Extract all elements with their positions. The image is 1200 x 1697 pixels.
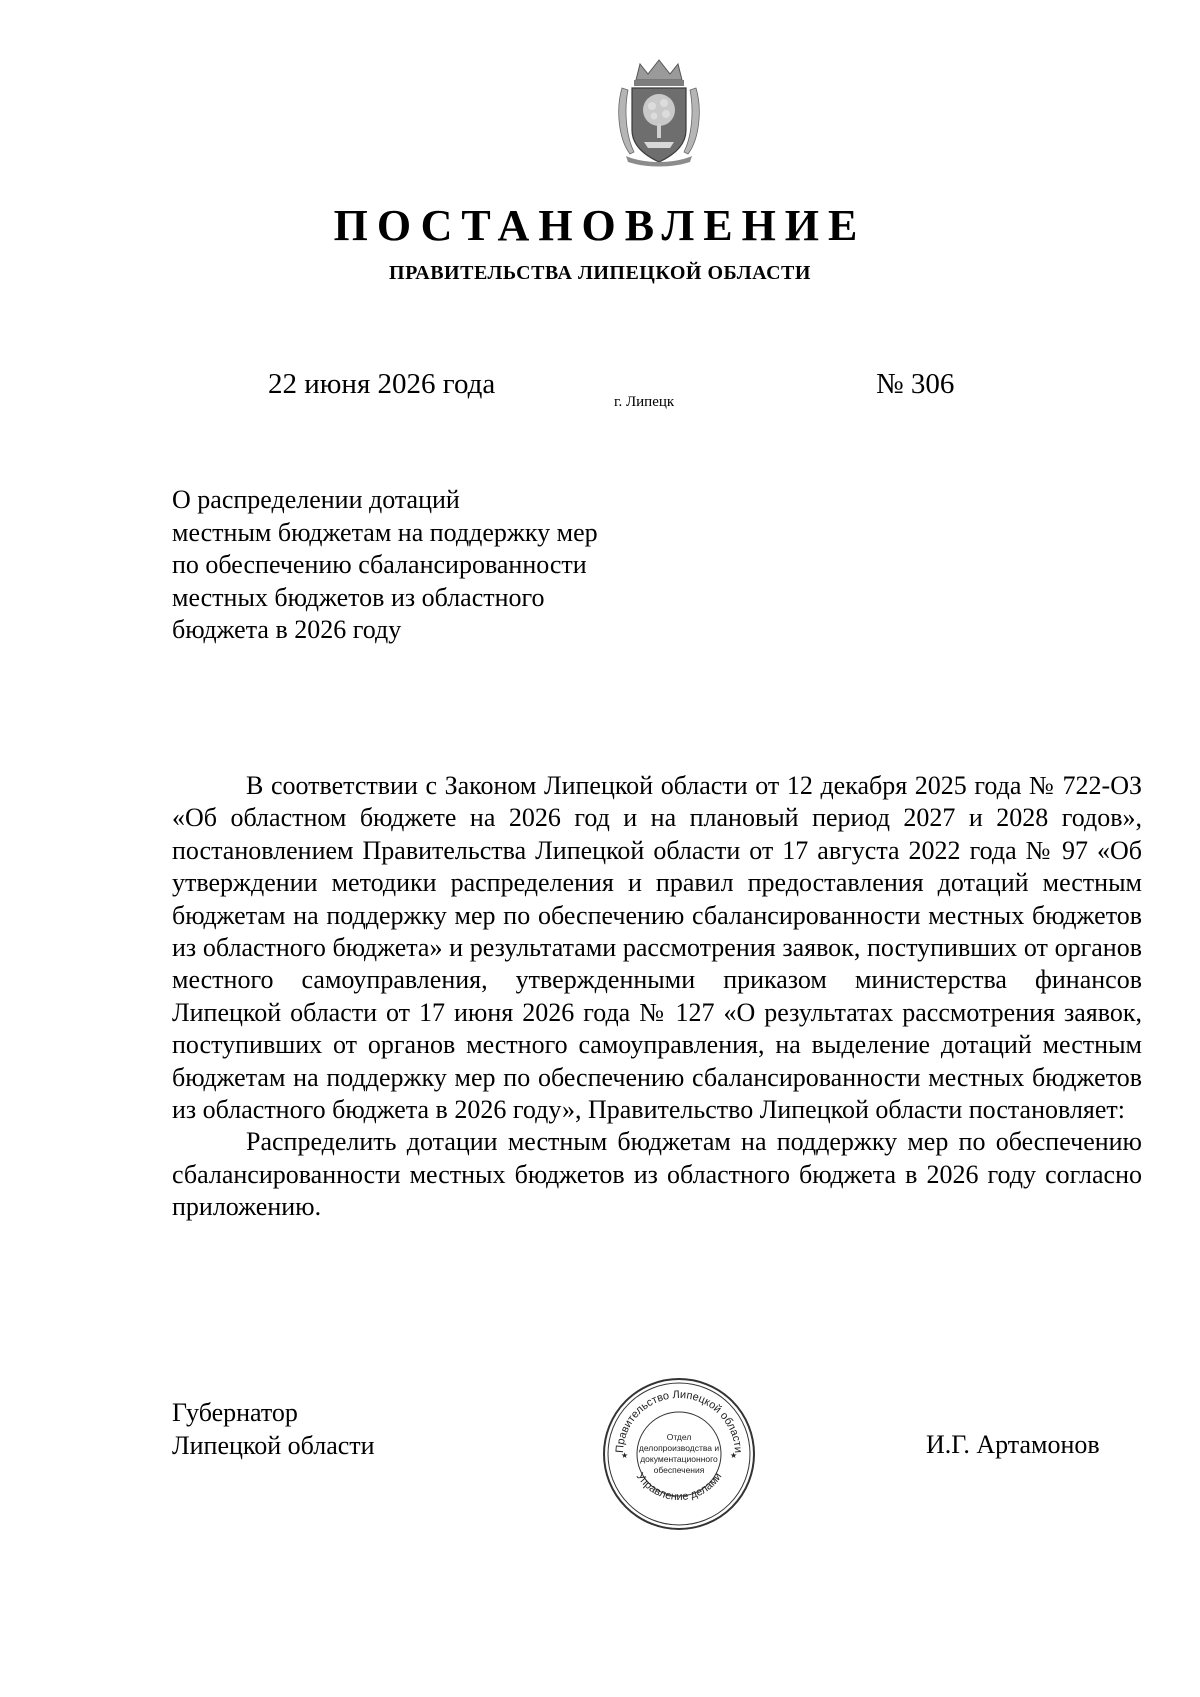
seal-star-icon: ★ (730, 1451, 738, 1460)
seal-inner-line: делопроизводства и (638, 1443, 720, 1453)
document-subtitle: ПРАВИТЕЛЬСТВА ЛИПЕЦКОЙ ОБЛАСТИ (389, 262, 811, 284)
body-paragraph: Распределить дотации местным бюджетам на поддержку мер по обеспечению сбалансированности местных бюджетов из областного бюджета в 2026 году согласно приложению. (172, 1127, 1142, 1222)
subject-line: по обеспечению сбалансированности (172, 550, 587, 579)
signer-name: И.Г. Артамонов (926, 1430, 1100, 1459)
subject-line: О распределении дотаций (172, 485, 460, 514)
lipetsk-coat-of-arms-icon (614, 58, 704, 168)
document-body (172, 770, 1142, 1224)
seal-inner-line: обеспечения (653, 1465, 705, 1475)
document-city: г. Липецк (614, 394, 675, 410)
subject-line: местных бюджетов из областного (172, 582, 545, 612)
signer-position-line: Липецкой области (172, 1431, 375, 1460)
signer-position-line: Губернатор (172, 1398, 298, 1427)
seal-outer-text-bottom: Управление делами (633, 1470, 725, 1504)
subject-line: местным бюджетам на поддержку мер (172, 517, 598, 547)
document-number: № 306 (876, 368, 955, 400)
official-seal (601, 1376, 757, 1532)
subject-line: бюджета в 2026 году (172, 615, 402, 644)
seal-star-icon: ★ (621, 1451, 629, 1460)
document-date: 22 июня 2026 года (268, 368, 496, 400)
document-title: ПОСТАНОВЛЕНИЕ (333, 201, 867, 250)
document-subject (172, 484, 732, 647)
body-paragraph: В соответствии с Законом Липецкой области от 12 декабря 2025 года № 722-ОЗ «Об областном бюджете на 2026 год и на плановый период 2027 и 2028 годов», постановлением Правительства Липецкой области от 17 августа 2022 года № 97 «Об утверждении методики распределения и правил предоставления дотаций местным бюджетам на поддержку мер по обеспечению сбалансированности местных бюджетов из областного бюджета» и результатами рассмотрения заявок, поступивших от органов местного самоуправления, утвержденными приказом министерства финансов Липецкой области от 17 июня 2026 года № 127 «О результатах рассмотрения заявок, поступивших от органов местного самоуправления, на выделение дотаций местным бюджетам на поддержку мер по обеспечению сбалансированности местных бюджетов из областного бюджета в 2026 году», Правительство Липецкой области постановляет: (172, 771, 1142, 1125)
seal-inner-line: Отдел (666, 1432, 692, 1442)
svg-text:Управление делами (634, 1471, 725, 1503)
seal-outer-text-top: Правительство Липецкой области (613, 1388, 745, 1454)
seal-inner-line: документационного (640, 1454, 718, 1464)
signer-position (172, 1396, 375, 1462)
